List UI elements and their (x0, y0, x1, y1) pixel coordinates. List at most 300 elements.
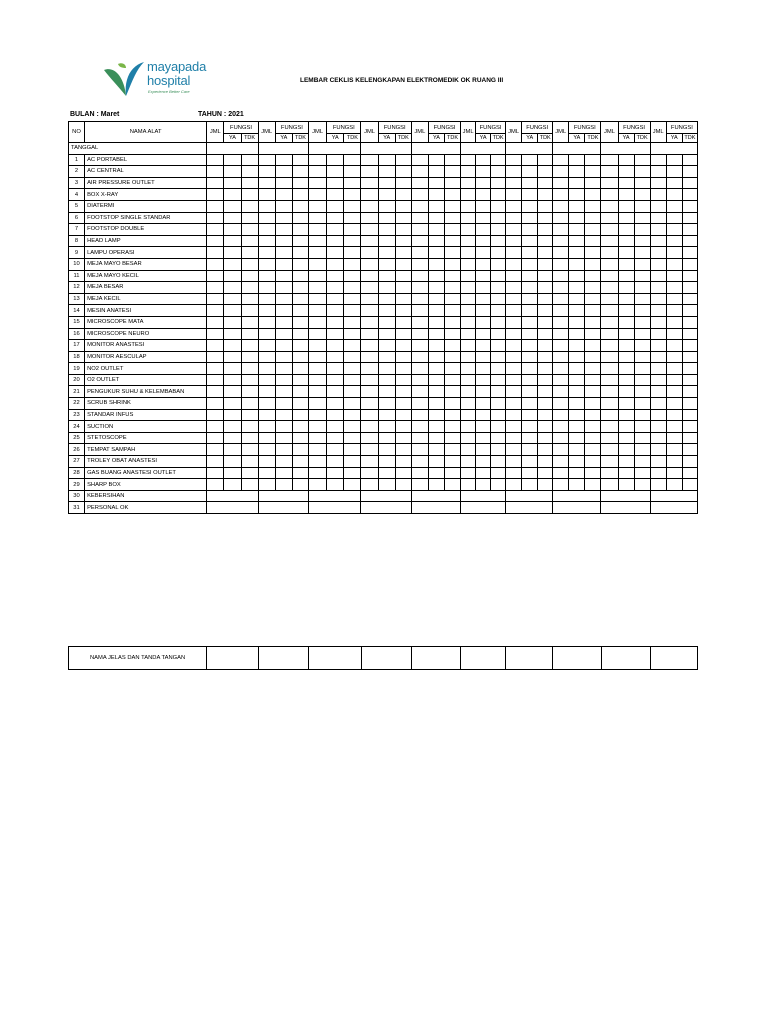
tdk-cell[interactable] (292, 456, 308, 468)
ya-cell[interactable] (569, 154, 585, 166)
ya-cell[interactable] (224, 224, 241, 236)
ya-cell[interactable] (666, 166, 682, 178)
jml-cell[interactable] (207, 340, 224, 352)
ya-cell[interactable] (275, 432, 292, 444)
ya-cell[interactable] (476, 409, 491, 421)
jml-cell[interactable] (650, 270, 666, 282)
tdk-cell[interactable] (292, 282, 308, 294)
jml-cell[interactable] (650, 316, 666, 328)
jml-cell[interactable] (650, 386, 666, 398)
jml-cell[interactable] (553, 421, 569, 433)
jml-cell[interactable] (650, 467, 666, 479)
date-cell[interactable] (258, 143, 308, 155)
tdk-cell[interactable] (491, 409, 506, 421)
jml-cell[interactable] (361, 177, 378, 189)
tdk-cell[interactable] (585, 351, 601, 363)
tdk-cell[interactable] (491, 235, 506, 247)
ya-cell[interactable] (378, 398, 395, 410)
jml-cell[interactable] (553, 212, 569, 224)
ya-cell[interactable] (618, 363, 634, 375)
ya-cell[interactable] (275, 235, 292, 247)
jml-cell[interactable] (207, 212, 224, 224)
tdk-cell[interactable] (682, 235, 697, 247)
ya-cell[interactable] (569, 316, 585, 328)
date-cell[interactable] (461, 143, 506, 155)
check-cell[interactable] (361, 490, 411, 502)
tdk-cell[interactable] (634, 270, 650, 282)
jml-cell[interactable] (461, 479, 476, 491)
jml-cell[interactable] (601, 212, 618, 224)
ya-cell[interactable] (569, 374, 585, 386)
ya-cell[interactable] (476, 456, 491, 468)
jml-cell[interactable] (553, 189, 569, 201)
tdk-cell[interactable] (491, 154, 506, 166)
jml-cell[interactable] (601, 224, 618, 236)
jml-cell[interactable] (506, 467, 522, 479)
tdk-cell[interactable] (395, 270, 411, 282)
jml-cell[interactable] (553, 235, 569, 247)
jml-cell[interactable] (506, 421, 522, 433)
tdk-cell[interactable] (292, 212, 308, 224)
jml-cell[interactable] (601, 374, 618, 386)
ya-cell[interactable] (476, 421, 491, 433)
tdk-cell[interactable] (682, 479, 697, 491)
tdk-cell[interactable] (682, 200, 697, 212)
tdk-cell[interactable] (241, 456, 258, 468)
ya-cell[interactable] (476, 189, 491, 201)
ya-cell[interactable] (522, 456, 538, 468)
tdk-cell[interactable] (538, 212, 553, 224)
signature-cell[interactable] (650, 647, 697, 670)
ya-cell[interactable] (275, 444, 292, 456)
ya-cell[interactable] (327, 444, 344, 456)
tdk-cell[interactable] (445, 374, 461, 386)
ya-cell[interactable] (476, 328, 491, 340)
jml-cell[interactable] (461, 235, 476, 247)
tdk-cell[interactable] (682, 189, 697, 201)
tdk-cell[interactable] (395, 247, 411, 259)
tdk-cell[interactable] (634, 316, 650, 328)
ya-cell[interactable] (224, 467, 241, 479)
ya-cell[interactable] (224, 212, 241, 224)
ya-cell[interactable] (275, 305, 292, 317)
jml-cell[interactable] (506, 409, 522, 421)
ya-cell[interactable] (476, 305, 491, 317)
ya-cell[interactable] (522, 270, 538, 282)
ya-cell[interactable] (618, 386, 634, 398)
jml-cell[interactable] (461, 316, 476, 328)
jml-cell[interactable] (308, 374, 326, 386)
jml-cell[interactable] (258, 305, 275, 317)
ya-cell[interactable] (428, 444, 444, 456)
jml-cell[interactable] (650, 398, 666, 410)
ya-cell[interactable] (618, 328, 634, 340)
ya-cell[interactable] (569, 456, 585, 468)
jml-cell[interactable] (461, 270, 476, 282)
tdk-cell[interactable] (292, 235, 308, 247)
jml-cell[interactable] (258, 374, 275, 386)
jml-cell[interactable] (461, 189, 476, 201)
jml-cell[interactable] (553, 444, 569, 456)
tdk-cell[interactable] (682, 258, 697, 270)
ya-cell[interactable] (666, 212, 682, 224)
tdk-cell[interactable] (682, 421, 697, 433)
signature-cell[interactable] (411, 647, 460, 670)
tdk-cell[interactable] (445, 316, 461, 328)
ya-cell[interactable] (224, 154, 241, 166)
ya-cell[interactable] (327, 224, 344, 236)
jml-cell[interactable] (258, 293, 275, 305)
jml-cell[interactable] (650, 305, 666, 317)
tdk-cell[interactable] (491, 351, 506, 363)
ya-cell[interactable] (224, 386, 241, 398)
ya-cell[interactable] (378, 363, 395, 375)
tdk-cell[interactable] (682, 270, 697, 282)
ya-cell[interactable] (224, 363, 241, 375)
jml-cell[interactable] (207, 467, 224, 479)
jml-cell[interactable] (553, 432, 569, 444)
tdk-cell[interactable] (491, 247, 506, 259)
tdk-cell[interactable] (344, 305, 361, 317)
tdk-cell[interactable] (491, 258, 506, 270)
ya-cell[interactable] (569, 189, 585, 201)
tdk-cell[interactable] (395, 200, 411, 212)
ya-cell[interactable] (224, 293, 241, 305)
jml-cell[interactable] (553, 305, 569, 317)
ya-cell[interactable] (378, 456, 395, 468)
jml-cell[interactable] (506, 432, 522, 444)
tdk-cell[interactable] (634, 177, 650, 189)
jml-cell[interactable] (506, 282, 522, 294)
ya-cell[interactable] (327, 340, 344, 352)
jml-cell[interactable] (601, 189, 618, 201)
ya-cell[interactable] (428, 340, 444, 352)
jml-cell[interactable] (308, 316, 326, 328)
tdk-cell[interactable] (241, 351, 258, 363)
ya-cell[interactable] (476, 177, 491, 189)
tdk-cell[interactable] (445, 177, 461, 189)
ya-cell[interactable] (327, 374, 344, 386)
jml-cell[interactable] (650, 351, 666, 363)
ya-cell[interactable] (327, 398, 344, 410)
tdk-cell[interactable] (292, 421, 308, 433)
jml-cell[interactable] (601, 340, 618, 352)
jml-cell[interactable] (361, 363, 378, 375)
check-cell[interactable] (461, 490, 506, 502)
ya-cell[interactable] (522, 328, 538, 340)
tdk-cell[interactable] (538, 258, 553, 270)
tdk-cell[interactable] (241, 444, 258, 456)
ya-cell[interactable] (476, 444, 491, 456)
ya-cell[interactable] (569, 432, 585, 444)
ya-cell[interactable] (327, 212, 344, 224)
date-cell[interactable] (361, 143, 411, 155)
ya-cell[interactable] (327, 247, 344, 259)
ya-cell[interactable] (618, 224, 634, 236)
tdk-cell[interactable] (344, 177, 361, 189)
ya-cell[interactable] (569, 224, 585, 236)
tdk-cell[interactable] (292, 409, 308, 421)
jml-cell[interactable] (308, 467, 326, 479)
tdk-cell[interactable] (491, 421, 506, 433)
tdk-cell[interactable] (241, 421, 258, 433)
ya-cell[interactable] (666, 316, 682, 328)
tdk-cell[interactable] (682, 363, 697, 375)
signature-cell[interactable] (553, 647, 601, 670)
tdk-cell[interactable] (491, 212, 506, 224)
tdk-cell[interactable] (344, 247, 361, 259)
ya-cell[interactable] (428, 154, 444, 166)
tdk-cell[interactable] (682, 305, 697, 317)
ya-cell[interactable] (327, 479, 344, 491)
ya-cell[interactable] (428, 316, 444, 328)
ya-cell[interactable] (224, 200, 241, 212)
jml-cell[interactable] (308, 189, 326, 201)
ya-cell[interactable] (522, 212, 538, 224)
ya-cell[interactable] (275, 154, 292, 166)
tdk-cell[interactable] (491, 479, 506, 491)
jml-cell[interactable] (650, 166, 666, 178)
jml-cell[interactable] (361, 235, 378, 247)
ya-cell[interactable] (428, 421, 444, 433)
check-cell[interactable] (461, 502, 506, 514)
jml-cell[interactable] (411, 479, 428, 491)
tdk-cell[interactable] (585, 154, 601, 166)
tdk-cell[interactable] (395, 456, 411, 468)
tdk-cell[interactable] (538, 444, 553, 456)
tdk-cell[interactable] (682, 456, 697, 468)
ya-cell[interactable] (522, 305, 538, 317)
ya-cell[interactable] (522, 432, 538, 444)
ya-cell[interactable] (522, 444, 538, 456)
jml-cell[interactable] (506, 224, 522, 236)
jml-cell[interactable] (207, 374, 224, 386)
ya-cell[interactable] (275, 316, 292, 328)
ya-cell[interactable] (666, 258, 682, 270)
tdk-cell[interactable] (344, 456, 361, 468)
ya-cell[interactable] (275, 282, 292, 294)
tdk-cell[interactable] (538, 305, 553, 317)
tdk-cell[interactable] (682, 444, 697, 456)
tdk-cell[interactable] (445, 305, 461, 317)
jml-cell[interactable] (411, 398, 428, 410)
tdk-cell[interactable] (445, 409, 461, 421)
jml-cell[interactable] (308, 166, 326, 178)
tdk-cell[interactable] (634, 212, 650, 224)
tdk-cell[interactable] (682, 224, 697, 236)
jml-cell[interactable] (411, 386, 428, 398)
tdk-cell[interactable] (445, 200, 461, 212)
ya-cell[interactable] (666, 305, 682, 317)
tdk-cell[interactable] (538, 421, 553, 433)
tdk-cell[interactable] (241, 177, 258, 189)
ya-cell[interactable] (476, 200, 491, 212)
ya-cell[interactable] (476, 479, 491, 491)
ya-cell[interactable] (522, 363, 538, 375)
jml-cell[interactable] (506, 316, 522, 328)
jml-cell[interactable] (461, 467, 476, 479)
tdk-cell[interactable] (491, 432, 506, 444)
tdk-cell[interactable] (395, 467, 411, 479)
jml-cell[interactable] (361, 247, 378, 259)
ya-cell[interactable] (569, 421, 585, 433)
jml-cell[interactable] (308, 293, 326, 305)
jml-cell[interactable] (207, 409, 224, 421)
jml-cell[interactable] (361, 432, 378, 444)
tdk-cell[interactable] (491, 316, 506, 328)
jml-cell[interactable] (361, 421, 378, 433)
ya-cell[interactable] (428, 235, 444, 247)
ya-cell[interactable] (327, 235, 344, 247)
ya-cell[interactable] (569, 282, 585, 294)
jml-cell[interactable] (258, 200, 275, 212)
jml-cell[interactable] (461, 374, 476, 386)
jml-cell[interactable] (258, 479, 275, 491)
jml-cell[interactable] (601, 247, 618, 259)
jml-cell[interactable] (308, 444, 326, 456)
ya-cell[interactable] (476, 154, 491, 166)
jml-cell[interactable] (461, 200, 476, 212)
tdk-cell[interactable] (344, 351, 361, 363)
tdk-cell[interactable] (634, 479, 650, 491)
jml-cell[interactable] (553, 467, 569, 479)
check-cell[interactable] (207, 502, 258, 514)
tdk-cell[interactable] (634, 432, 650, 444)
tdk-cell[interactable] (634, 282, 650, 294)
jml-cell[interactable] (650, 212, 666, 224)
ya-cell[interactable] (378, 200, 395, 212)
jml-cell[interactable] (361, 224, 378, 236)
tdk-cell[interactable] (395, 305, 411, 317)
jml-cell[interactable] (207, 479, 224, 491)
signature-cell[interactable] (461, 647, 506, 670)
jml-cell[interactable] (207, 421, 224, 433)
ya-cell[interactable] (666, 224, 682, 236)
tdk-cell[interactable] (538, 340, 553, 352)
ya-cell[interactable] (224, 177, 241, 189)
ya-cell[interactable] (522, 235, 538, 247)
ya-cell[interactable] (666, 444, 682, 456)
ya-cell[interactable] (666, 200, 682, 212)
jml-cell[interactable] (461, 212, 476, 224)
tdk-cell[interactable] (634, 467, 650, 479)
check-cell[interactable] (411, 490, 460, 502)
jml-cell[interactable] (308, 421, 326, 433)
tdk-cell[interactable] (491, 166, 506, 178)
ya-cell[interactable] (275, 166, 292, 178)
ya-cell[interactable] (569, 305, 585, 317)
jml-cell[interactable] (553, 200, 569, 212)
jml-cell[interactable] (207, 351, 224, 363)
ya-cell[interactable] (666, 432, 682, 444)
jml-cell[interactable] (411, 421, 428, 433)
jml-cell[interactable] (601, 282, 618, 294)
jml-cell[interactable] (553, 374, 569, 386)
jml-cell[interactable] (411, 351, 428, 363)
tdk-cell[interactable] (344, 479, 361, 491)
tdk-cell[interactable] (491, 398, 506, 410)
jml-cell[interactable] (207, 386, 224, 398)
tdk-cell[interactable] (682, 409, 697, 421)
ya-cell[interactable] (666, 282, 682, 294)
jml-cell[interactable] (601, 467, 618, 479)
tdk-cell[interactable] (344, 154, 361, 166)
tdk-cell[interactable] (634, 421, 650, 433)
ya-cell[interactable] (569, 467, 585, 479)
ya-cell[interactable] (476, 166, 491, 178)
jml-cell[interactable] (207, 189, 224, 201)
ya-cell[interactable] (275, 189, 292, 201)
jml-cell[interactable] (258, 363, 275, 375)
tdk-cell[interactable] (538, 247, 553, 259)
jml-cell[interactable] (601, 154, 618, 166)
check-cell[interactable] (361, 502, 411, 514)
ya-cell[interactable] (275, 456, 292, 468)
ya-cell[interactable] (327, 316, 344, 328)
tdk-cell[interactable] (395, 154, 411, 166)
ya-cell[interactable] (522, 258, 538, 270)
jml-cell[interactable] (553, 351, 569, 363)
ya-cell[interactable] (618, 270, 634, 282)
check-cell[interactable] (308, 502, 360, 514)
ya-cell[interactable] (327, 189, 344, 201)
tdk-cell[interactable] (292, 398, 308, 410)
ya-cell[interactable] (666, 328, 682, 340)
jml-cell[interactable] (411, 328, 428, 340)
ya-cell[interactable] (327, 351, 344, 363)
jml-cell[interactable] (506, 154, 522, 166)
jml-cell[interactable] (308, 200, 326, 212)
signature-cell[interactable] (258, 647, 308, 670)
tdk-cell[interactable] (344, 235, 361, 247)
jml-cell[interactable] (361, 467, 378, 479)
ya-cell[interactable] (666, 421, 682, 433)
tdk-cell[interactable] (585, 386, 601, 398)
tdk-cell[interactable] (585, 456, 601, 468)
tdk-cell[interactable] (241, 305, 258, 317)
tdk-cell[interactable] (585, 166, 601, 178)
ya-cell[interactable] (224, 398, 241, 410)
jml-cell[interactable] (650, 363, 666, 375)
jml-cell[interactable] (361, 189, 378, 201)
ya-cell[interactable] (275, 421, 292, 433)
ya-cell[interactable] (522, 421, 538, 433)
tdk-cell[interactable] (445, 247, 461, 259)
ya-cell[interactable] (275, 177, 292, 189)
jml-cell[interactable] (553, 456, 569, 468)
ya-cell[interactable] (327, 363, 344, 375)
jml-cell[interactable] (461, 432, 476, 444)
ya-cell[interactable] (224, 374, 241, 386)
ya-cell[interactable] (522, 340, 538, 352)
ya-cell[interactable] (428, 282, 444, 294)
ya-cell[interactable] (522, 351, 538, 363)
tdk-cell[interactable] (491, 305, 506, 317)
ya-cell[interactable] (618, 166, 634, 178)
ya-cell[interactable] (522, 398, 538, 410)
signature-cell[interactable] (361, 647, 411, 670)
ya-cell[interactable] (618, 177, 634, 189)
tdk-cell[interactable] (344, 409, 361, 421)
ya-cell[interactable] (522, 224, 538, 236)
ya-cell[interactable] (476, 235, 491, 247)
jml-cell[interactable] (411, 224, 428, 236)
tdk-cell[interactable] (538, 154, 553, 166)
tdk-cell[interactable] (241, 374, 258, 386)
jml-cell[interactable] (207, 224, 224, 236)
jml-cell[interactable] (258, 340, 275, 352)
jml-cell[interactable] (411, 282, 428, 294)
